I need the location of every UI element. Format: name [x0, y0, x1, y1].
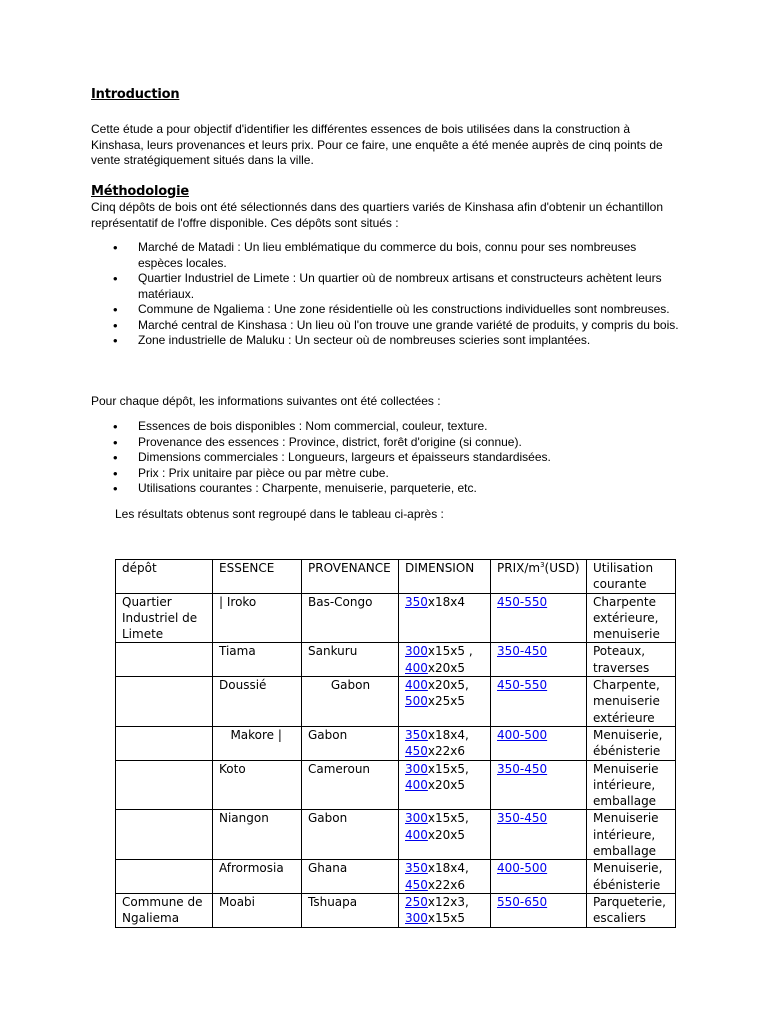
list-item: • Dimensions commerciales : Longueurs, largeurs et épaisseurs standardisées.	[91, 450, 681, 466]
dimension-text: x20x5	[427, 827, 466, 842]
introduction-paragraph: Cette étude a pour objectif d'identifier les différentes essences de bois utilisées dans la construction à Kinshasa, leurs provenances et leurs prix. Pour ce faire, une enquête a été menée auprès de cinq points de vente stratégiquement situés dans la ville.	[91, 122, 663, 167]
cell-usage: Poteaux, traverses	[587, 643, 676, 677]
header-usage: Utilisation courante	[587, 560, 676, 594]
dimension-link[interactable]: 350	[405, 861, 428, 876]
list-item: • Essences de bois disponibles : Nom commercial, couleur, texture.	[91, 419, 681, 435]
cell-essence: Afrormosia	[213, 860, 302, 894]
dimension-text: x22x6	[427, 744, 466, 759]
list-item: • Provenance des essences : Province, district, forêt d'origine (si connue).	[91, 435, 681, 451]
dimension-text: x20x5	[427, 777, 466, 792]
cell-essence: Niangon	[213, 810, 302, 860]
list-item: • Utilisations courantes : Charpente, menuiserie, parqueterie, etc.	[91, 481, 681, 497]
cell-usage: Parqueterie, escaliers	[587, 893, 676, 927]
dimension-text: x25x5	[427, 694, 466, 709]
list-item: • Marché de Matadi : Un lieu emblématique du commerce du bois, connu pour ses nombreuses espèces locales.	[91, 240, 681, 271]
cell-depot: Quartier Industriel de Limete	[116, 593, 213, 643]
cell-dimension	[399, 760, 491, 810]
dimension-link[interactable]: 400	[405, 678, 428, 693]
header-essence: ESSENCE	[213, 560, 302, 594]
cell-depot: Commune de Ngaliema	[116, 893, 213, 927]
dimension-text: x20x5	[427, 660, 466, 675]
cell-essence: Makore |	[213, 726, 302, 760]
cell-depot	[116, 726, 213, 760]
header-price-suffix: (USD)	[544, 561, 580, 575]
cell-depot	[116, 643, 213, 677]
dimension-link[interactable]: 300	[405, 644, 428, 659]
cell-dimension	[399, 860, 491, 894]
dimension-link[interactable]: 250	[405, 894, 428, 909]
cell-essence: | Iroko	[213, 593, 302, 643]
dimension-text: x20x5,	[427, 678, 469, 693]
header-price-exponent: 3	[540, 561, 545, 569]
cell-price	[491, 726, 587, 760]
cell-provenance: Gabon	[302, 726, 399, 760]
dimension-text: x18x4,	[427, 727, 469, 742]
cell-essence: Doussié	[213, 677, 302, 727]
cell-provenance: Cameroun	[302, 760, 399, 810]
collected-list	[91, 419, 681, 497]
list-item: • Zone industrielle de Maluku : Un secteur où de nombreuses scieries sont implantées.	[91, 333, 681, 349]
cell-dimension	[399, 893, 491, 927]
wood-table	[115, 559, 676, 928]
cell-price	[491, 643, 587, 677]
cell-usage: Charpente extérieure, menuiserie	[587, 593, 676, 643]
table-body	[116, 593, 676, 927]
dimension-link[interactable]: 450	[405, 877, 428, 892]
dimension-text: x15x5 ,	[427, 644, 473, 659]
cell-usage: Menuiserie, ébénisterie	[587, 726, 676, 760]
depot-list	[91, 240, 681, 349]
price-link[interactable]: 350-450	[497, 811, 548, 826]
price-link[interactable]: 450-550	[497, 678, 548, 693]
dimension-text: x15x5,	[427, 761, 469, 776]
cell-depot	[116, 810, 213, 860]
price-link[interactable]: 400-500	[497, 727, 548, 742]
table-header-row	[116, 560, 676, 594]
dimension-text: x18x4,	[427, 861, 469, 876]
cell-price	[491, 893, 587, 927]
cell-provenance: Tshuapa	[302, 893, 399, 927]
dimension-link[interactable]: 300	[405, 761, 428, 776]
dimension-text: x15x5,	[427, 811, 469, 826]
dimension-link[interactable]: 450	[405, 744, 428, 759]
header-depot: dépôt	[116, 560, 213, 594]
cell-usage: Menuiserie, ébénisterie	[587, 860, 676, 894]
dimension-link[interactable]: 300	[405, 911, 428, 926]
table-row	[116, 677, 676, 727]
cell-usage: Menuiserie intérieure, emballage	[587, 760, 676, 810]
cell-price	[491, 810, 587, 860]
price-link[interactable]: 400-500	[497, 861, 548, 876]
cell-dimension	[399, 677, 491, 727]
table-row	[116, 593, 676, 643]
cell-depot	[116, 760, 213, 810]
results-intro: Les résultats obtenus sont regroupé dans le tableau ci-après :	[115, 507, 444, 521]
header-provenance: PROVENANCE	[302, 560, 399, 594]
collected-intro: Pour chaque dépôt, les informations suivantes ont été collectées :	[91, 394, 441, 408]
cell-depot	[116, 677, 213, 727]
table-row	[116, 760, 676, 810]
list-item: • Marché central de Kinshasa : Un lieu où l'on trouve une grande variété de produits, y compris du bois.	[91, 318, 681, 334]
cell-provenance: Ghana	[302, 860, 399, 894]
header-price	[491, 560, 587, 594]
cell-usage: Charpente, menuiserie extérieure	[587, 677, 676, 727]
header-price-prefix: PRIX/m	[497, 561, 541, 575]
cell-provenance: Sankuru	[302, 643, 399, 677]
introduction-heading: Introduction	[91, 87, 180, 102]
table-row	[116, 893, 676, 927]
cell-dimension	[399, 593, 491, 643]
price-link[interactable]: 350-450	[497, 644, 548, 659]
price-link[interactable]: 350-450	[497, 761, 548, 776]
cell-price	[491, 677, 587, 727]
dimension-link[interactable]: 350	[405, 727, 428, 742]
cell-provenance: Bas-Congo	[302, 593, 399, 643]
cell-provenance: Gabon	[302, 677, 399, 727]
dimension-text: x22x6	[427, 877, 466, 892]
cell-usage: Menuiserie intérieure, emballage	[587, 810, 676, 860]
dimension-link[interactable]: 400	[405, 827, 428, 842]
dimension-link[interactable]: 350	[405, 594, 428, 609]
dimension-text: x15x5	[427, 911, 466, 926]
methodology-heading: Méthodologie	[91, 184, 189, 199]
price-link[interactable]: 450-550	[497, 594, 548, 609]
cell-dimension	[399, 810, 491, 860]
list-item: • Quartier Industriel de Limete : Un quartier où de nombreux artisans et constructeurs achètent leurs matériaux.	[91, 271, 681, 302]
cell-price	[491, 760, 587, 810]
cell-dimension	[399, 726, 491, 760]
cell-essence: Koto	[213, 760, 302, 810]
cell-price	[491, 860, 587, 894]
dimension-link[interactable]: 400	[405, 777, 428, 792]
table-row	[116, 810, 676, 860]
dimension-link[interactable]: 500	[405, 694, 428, 709]
cell-essence: Tiama	[213, 643, 302, 677]
list-item: • Commune de Ngaliema : Une zone résidentielle où les constructions individuelles sont nombreuses.	[91, 302, 681, 318]
table-row	[116, 643, 676, 677]
cell-price	[491, 593, 587, 643]
methodology-paragraph: Cinq dépôts de bois ont été sélectionnés dans des quartiers variés de Kinshasa afin d'obtenir un échantillon représentatif de l'offre disponible. Ces dépôts sont situés :	[91, 200, 663, 230]
dimension-text: x12x3,	[427, 894, 469, 909]
cell-dimension	[399, 643, 491, 677]
dimension-link[interactable]: 300	[405, 811, 428, 826]
header-dimension: DIMENSION	[399, 560, 491, 594]
table-row	[116, 726, 676, 760]
dimension-link[interactable]: 400	[405, 660, 428, 675]
price-link[interactable]: 550-650	[497, 894, 548, 909]
dimension-text: x18x4	[427, 594, 466, 609]
table-row	[116, 860, 676, 894]
cell-provenance: Gabon	[302, 810, 399, 860]
cell-essence: Moabi	[213, 893, 302, 927]
cell-depot	[116, 860, 213, 894]
list-item: • Prix : Prix unitaire par pièce ou par mètre cube.	[91, 466, 681, 482]
